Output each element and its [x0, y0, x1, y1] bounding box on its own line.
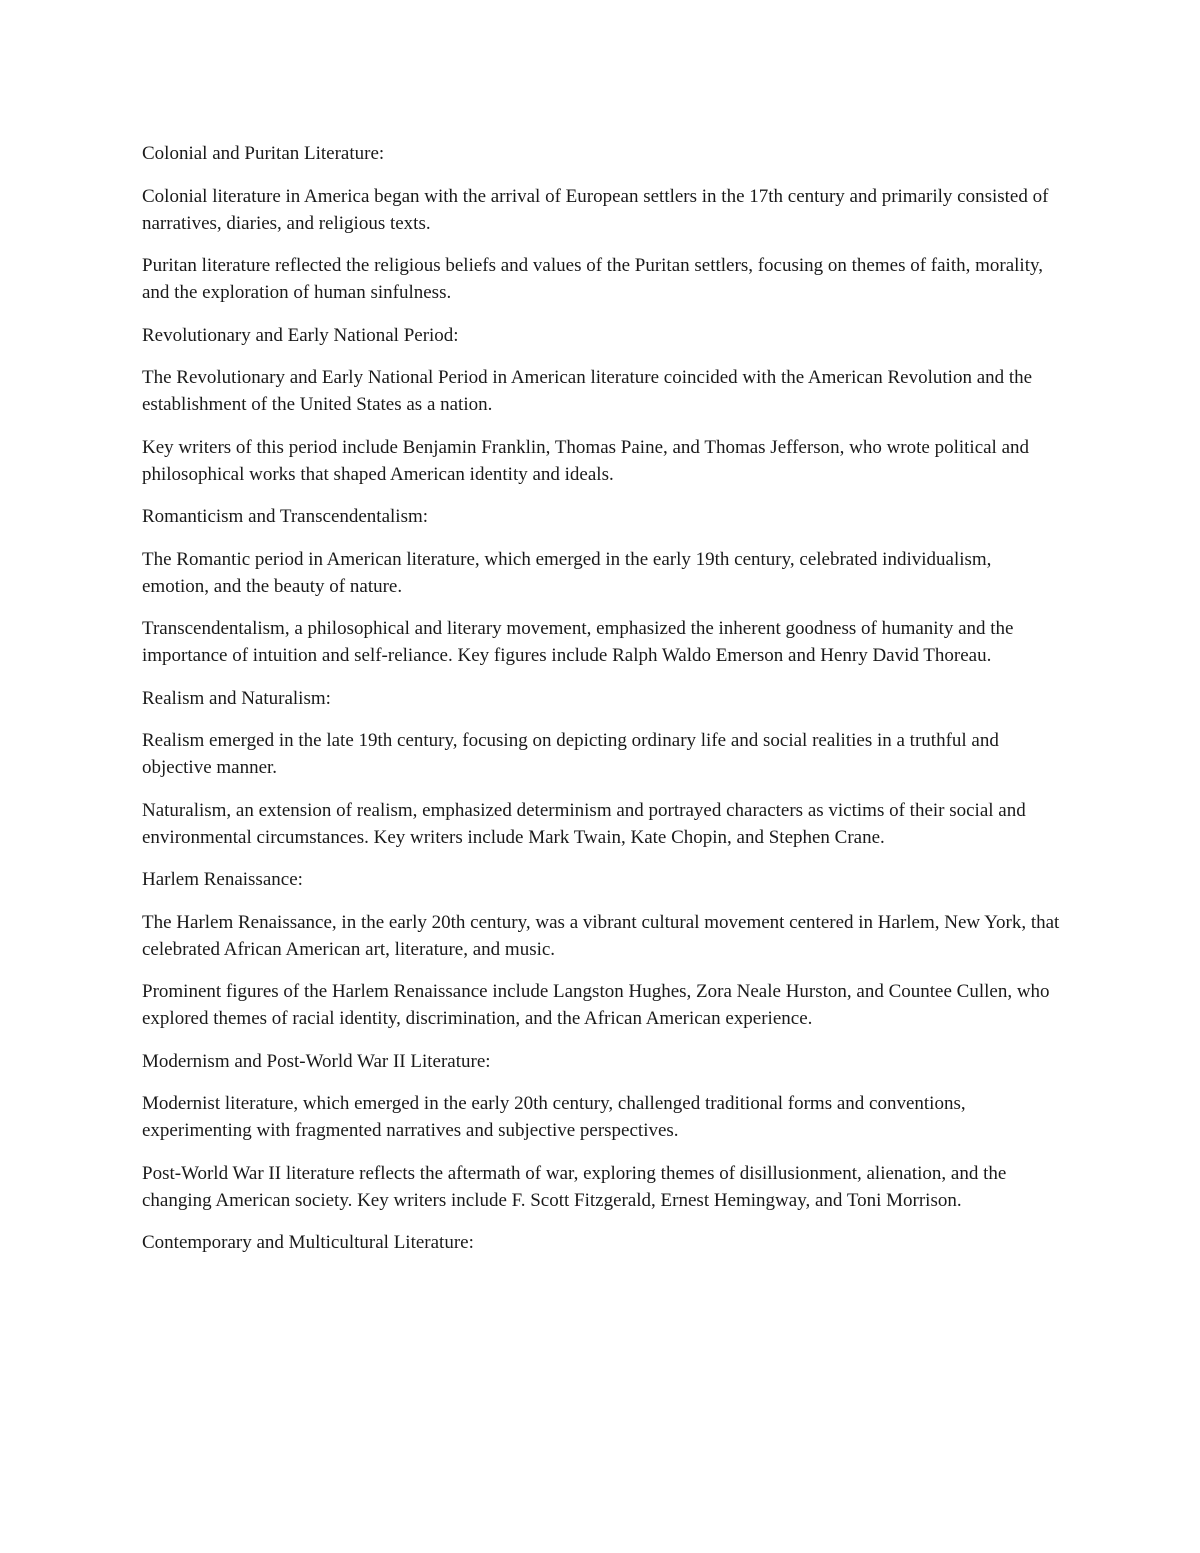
- paragraph-realism: Realism emerged in the late 19th century, focusing on depicting ordinary life and social realities in a truthful and objective manner.: [142, 730, 999, 778]
- paragraph-revolutionary-writers: Key writers of this period include Benjamin Franklin, Thomas Paine, and Thomas Jefferson, who wrote political and philosophical works that shaped American identity and ideals.: [142, 436, 1030, 485]
- paragraph-modernist-literature: Modernist literature, which emerged in the early 20th century, challenged traditional forms and conventions, experimenting with fragmented narratives and subjective perspectives.: [142, 1093, 966, 1141]
- paragraph-post-wwii: Post-World War II literature reflects the aftermath of war, exploring themes of disillusionment, alienation, and the changing American society. Key writers include F. Scott Fitzgerald, Ernest Hemingway, and Toni Morrison.: [142, 1162, 1007, 1211]
- paragraph-romantic-period: The Romantic period in American literature, which emerged in the early 19th century, celebrated individualism, emotion, and the beauty of nature.: [142, 548, 992, 597]
- section-heading-modernism: Modernism and Post-World War II Literature:: [142, 1050, 491, 1072]
- section-heading-harlem: Harlem Renaissance:: [142, 869, 303, 890]
- paragraph-puritan-literature: Puritan literature reflected the religious beliefs and values of the Puritan settlers, focusing on themes of faith, morality, and the exploration of human sinfulness.: [142, 255, 1043, 303]
- paragraph-harlem-figures: Prominent figures of the Harlem Renaissance include Langston Hughes, Zora Neale Hurston, and Countee Cullen, who explored themes of racial identity, discrimination, and the African American experience.: [142, 981, 1050, 1029]
- paragraph-transcendentalism: Transcendentalism, a philosophical and literary movement, emphasized the inherent goodness of humanity and the importance of intuition and self-reliance. Key figures include Ralph Waldo Emerson and Henry David Thoreau.: [142, 618, 1014, 666]
- section-heading-revolutionary: Revolutionary and Early National Period:: [142, 324, 459, 346]
- paragraph-colonial-literature: Colonial literature in America began with the arrival of European settlers in the 17th century and primarily consisted of narratives, diaries, and religious texts.: [142, 185, 1049, 234]
- paragraph-revolutionary-period: The Revolutionary and Early National Period in American literature coincided with the American Revolution and the establishment of the United States as a nation.: [142, 367, 1033, 415]
- paragraph-naturalism: Naturalism, an extension of realism, emphasized determinism and portrayed characters as victims of their social and environmental circumstances. Key writers include Mark Twain, Kate Chopin, and Stephen Crane.: [142, 799, 1026, 848]
- section-heading-contemporary: Contemporary and Multicultural Literature:: [142, 1232, 474, 1253]
- section-heading-romanticism: Romanticism and Transcendentalism:: [142, 506, 429, 527]
- section-heading-realism: Realism and Naturalism:: [142, 687, 331, 709]
- document-body: [142, 140, 1062, 1272]
- section-heading-colonial-puritan: Colonial and Puritan Literature:: [142, 143, 385, 164]
- paragraph-harlem-renaissance: The Harlem Renaissance, in the early 20th century, was a vibrant cultural movement centered in Harlem, New York, that celebrated African American art, literature, and music.: [142, 911, 1060, 960]
